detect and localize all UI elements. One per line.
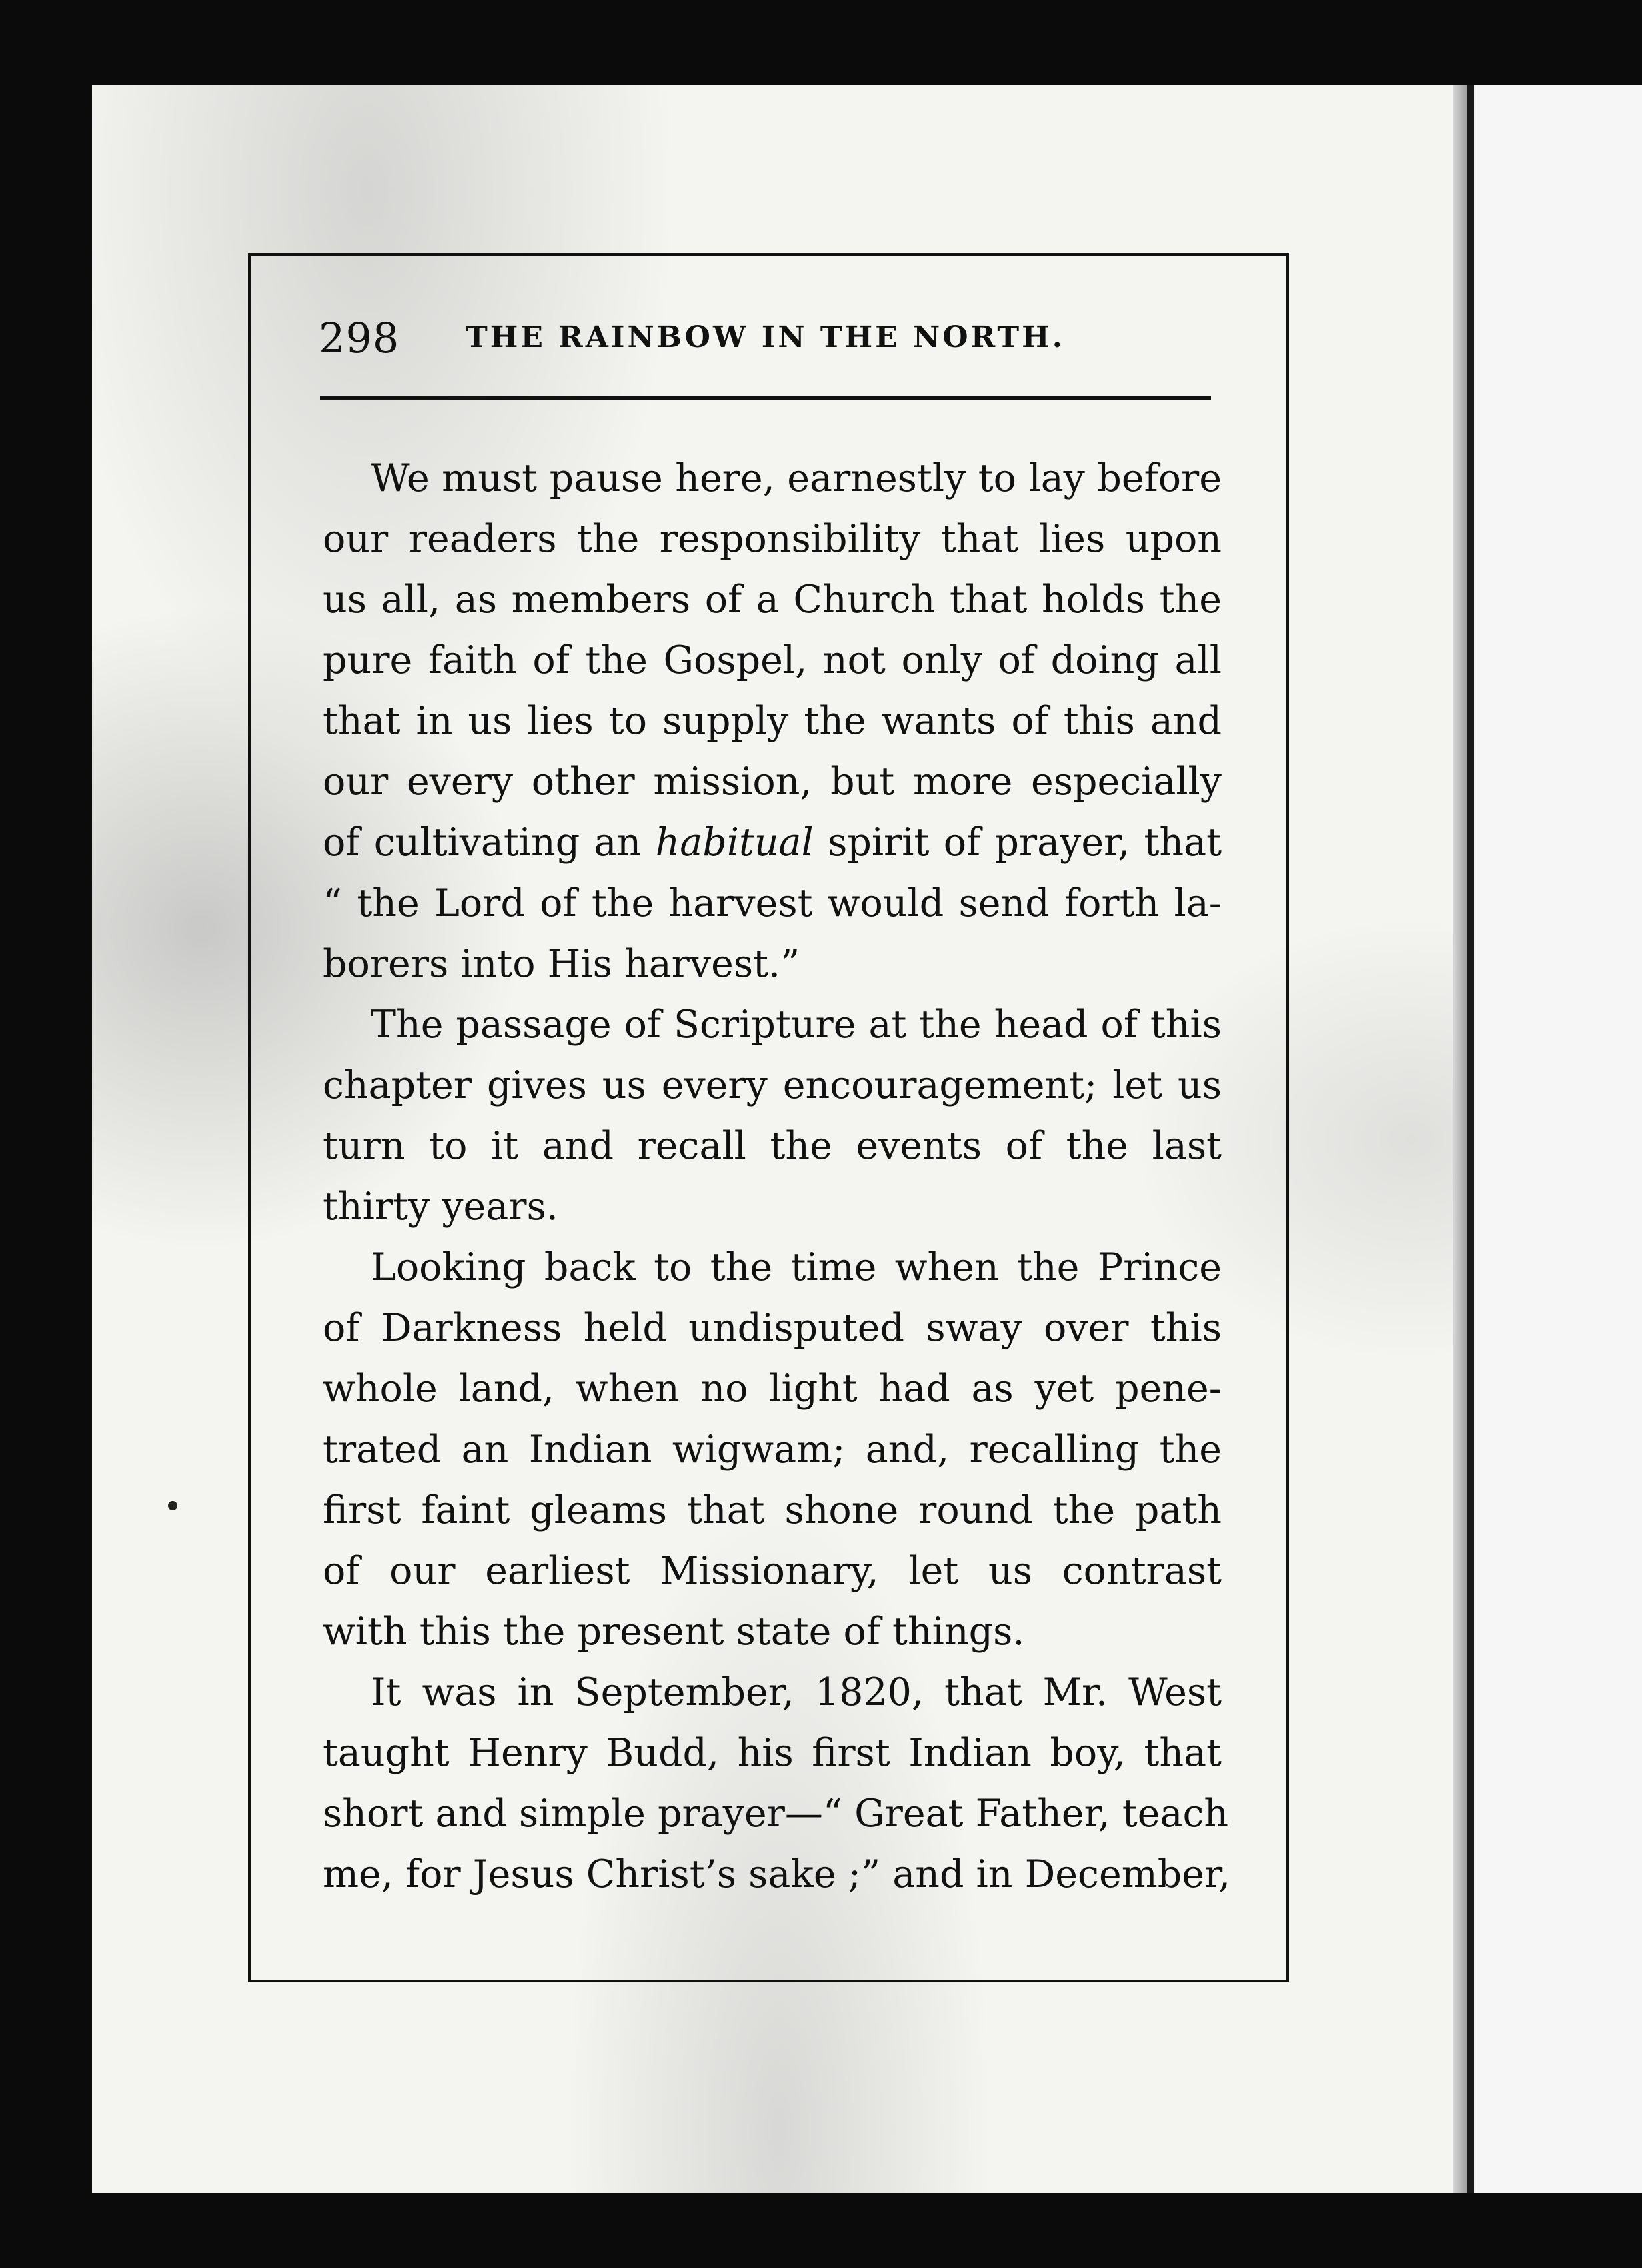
- text-fragment: of cultivating an: [323, 820, 656, 865]
- text-line: of Darkness held undisputed sway over this: [323, 1306, 1222, 1350]
- text-line: We must pause here, earnestly to lay before: [371, 456, 1222, 500]
- text-line: that in us lies to supply the wants of this and: [323, 699, 1222, 743]
- text-line: [323, 812, 1222, 873]
- text-line: with this the present state of things.: [323, 1610, 1025, 1654]
- running-title: THE RAINBOW IN THE NORTH.: [466, 320, 1066, 354]
- page-edge: [1453, 85, 1469, 2193]
- text-line: first faint gleams that shone round the path: [323, 1488, 1222, 1532]
- text-line: Looking back to the time when the Prince: [371, 1245, 1222, 1289]
- text-line: borers into His harvest.”: [323, 942, 800, 986]
- text-line: pure faith of the Gospel, not only of doing all: [323, 638, 1222, 682]
- facing-page: [1467, 85, 1642, 2193]
- text-line: short and simple prayer—“ Great Father, teach: [323, 1792, 1229, 1836]
- running-head: [319, 314, 1212, 367]
- text-line: of our earliest Missionary, let us contrast: [323, 1549, 1222, 1593]
- text-line: “ the Lord of the harvest would send forth la-: [323, 881, 1222, 925]
- text-line: chapter gives us every encouragement; let us: [323, 1063, 1222, 1107]
- text-line: It was in September, 1820, that Mr. West: [371, 1670, 1222, 1714]
- page-number: 298: [319, 314, 400, 362]
- text-line: turn to it and recall the events of the last: [323, 1124, 1222, 1168]
- text-line: whole land, when no light had as yet pene-: [323, 1367, 1222, 1411]
- text-line: me, for Jesus Christ’s sake ;” and in December,: [323, 1852, 1231, 1896]
- text-fragment: spirit of prayer, that: [813, 820, 1222, 865]
- margin-speck: [168, 1501, 177, 1510]
- text-line: The passage of Scripture at the head of this: [371, 1003, 1222, 1047]
- text-line: taught Henry Budd, his first Indian boy, that: [323, 1731, 1222, 1775]
- body-text: [323, 448, 1231, 1905]
- text-line: trated an Indian wigwam; and, recalling the: [323, 1428, 1222, 1472]
- header-rule: [320, 396, 1211, 400]
- italic-word: habitual: [655, 820, 814, 865]
- text-line: our every other mission, but more especially: [323, 760, 1222, 804]
- text-line: us all, as members of a Church that holds the: [323, 578, 1222, 622]
- text-line: our readers the responsibility that lies upon: [323, 517, 1222, 561]
- text-line: thirty years.: [323, 1185, 558, 1229]
